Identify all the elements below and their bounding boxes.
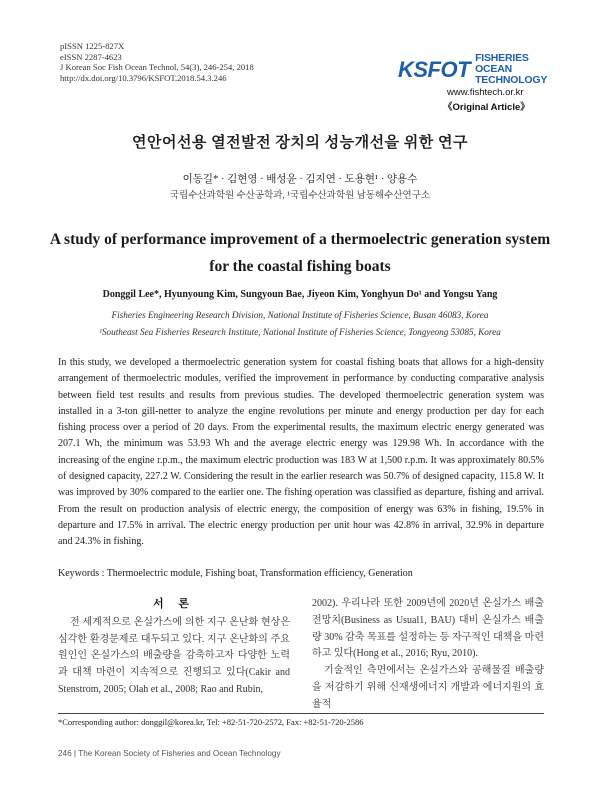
eissn-line: eISSN 2287-4623 (60, 51, 122, 62)
journal-name-line1: FISHERIES OCEAN (475, 52, 529, 75)
article-type-label: 《Original Article》 (443, 102, 530, 113)
journal-name-line2: TECHNOLOGY (475, 74, 548, 86)
keywords: Keywords : Thermoelectric module, Fishing boat, Transformation efficiency, Generation (58, 568, 413, 579)
intro-paragraph-2: 기술적인 측면에서는 온실가스와 공해물질 배출량을 저감하기 위해 신재생에너지 개발과 에너지원의 효율적 (312, 665, 544, 710)
english-affiliation-2: ¹Southeast Sea Fisheries Research Institute, National Institute of Fisheries Science, Tongyeong 53085, Korea (99, 327, 501, 337)
korean-authors: 이동길* · 김현영 · 배성윤 · 김지연 · 도용현¹ · 양용수 (182, 174, 418, 185)
introduction-heading: 서 론 (152, 598, 195, 610)
korean-affiliation: 국립수산과학원 수산공학과, ¹국립수산과학원 남동해수산연구소 (169, 191, 431, 201)
abstract: In this study, we developed a thermoelectric generation system for coastal fishing boats that allows for a high-density arrangement of thermoelectric modules, verified the improvement in performance by conducting comparative analysis between field test results and results from previous studies. The developed thermoelectric generation system was installed in a 3-ton gill-netter to analyze the engine revolutions per minute and energy production per day for each fishing process over a period of 20 days. From the experimental results, the maximum electric energy generated was 207.1 Wh, the minimum was 53.93 Wh and the average electric energy was 129.98 Wh. In accordance with the increasing of the engine r.p.m., the maximum electric production was 183 W at 1,500 r.p.m. It was approximately 80.5% of designed capacity, 227.2 W. Considering the result in the earlier research was 50.7% of designed capacity, 115.8 W. It was improved by 30% compared to the earlier one. The fishing operation was classified as departure, fishing and arrival. From the result on production analysis of electric energy, the composition of energy was 63% in fishing, 19.5% in departure and 17.5% in arrival. The electric energy production per unit hour was 42.8% in arrival, 32.9% in departure and 24.3% in fishing. (58, 357, 544, 548)
citation-line: J Korean Soc Fish Ocean Technol, 54(3), 246-254, 2018 (60, 62, 254, 73)
intro-paragraph-1: 전 세계적으로 온실가스에 의한 지구 온난화 현상은 심각한 환경문제로 대두되고 있다. 지구 온난화의 주요 원인인 온실가스의 배출량을 감축하고자 다양한 노력과 대책 마련이 지속적으로 진행되고 있다(Cakir and Stenstrom, 2005; Olah et al., 2008; Rao and Rubin, (58, 616, 290, 695)
journal-metadata (60, 41, 254, 83)
journal-name (475, 53, 548, 86)
korean-title: 연안어선용 열전발전 장치의 성능개선을 위한 연구 (131, 135, 469, 151)
english-authors: Donggil Lee*, Hyunyoung Kim, Sungyoun Bae, Jiyeon Kim, Yonghyun Do¹ and Yongsu Yang (102, 289, 498, 300)
intro-right-column (312, 596, 544, 714)
english-affiliation-1: Fisheries Engineering Research Division, National Institute of Fisheries Science, Busan 46083, Korea (111, 310, 489, 320)
journal-website-link[interactable]: www.fishtech.or.kr (447, 87, 524, 98)
page-footer: 246 | The Korean Society of Fisheries and Ocean Technology (58, 749, 281, 758)
journal-logo (398, 53, 548, 86)
english-title: A study of performance improvement of a thermoelectric generation system for the coastal fishing boats (49, 231, 551, 275)
pissn-line: pISSN 1225-827X (60, 41, 125, 51)
intro-left-column (58, 596, 290, 699)
footnote-divider (58, 713, 544, 714)
intro-paragraph-1-continued: 2002). 우리나라 또한 2009년에 2020년 온실가스 배출 전망치(Business as Usual1, BAU) 대비 온실가스 배출량 30% 감축 목표를 설정하는 등 자구적인 대책을 마련하고 있다(Hong et al., 2016; Ryu, 2010). (312, 598, 544, 660)
ksfot-logo-mark: KSFOT (398, 56, 471, 82)
doi-link[interactable]: http://dx.doi.org/10.3796/KSFOT.2018.54.3.246 (60, 72, 227, 83)
corresponding-author-footnote: *Corresponding author: donggil@korea.kr, Tel: +82-51-720-2572, Fax: +82-51-720-2586 (58, 717, 364, 727)
